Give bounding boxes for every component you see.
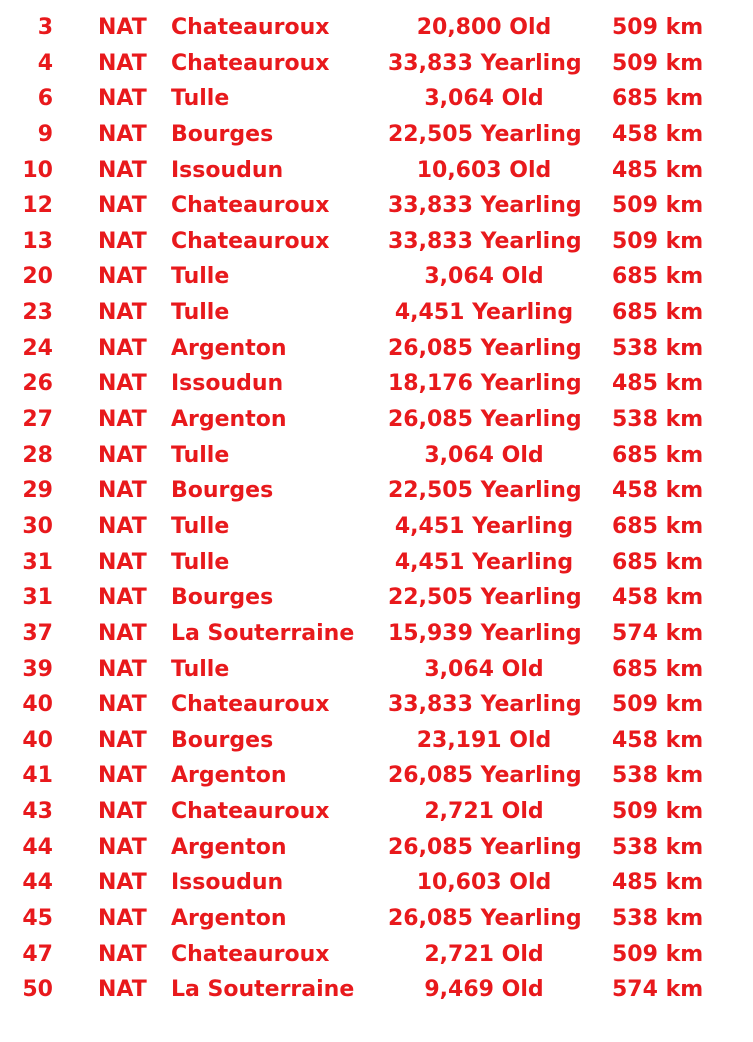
birds-cell xyxy=(388,366,580,402)
position-cell: 12 xyxy=(22,193,53,219)
race-point-cell: Argenton xyxy=(171,407,287,433)
distance-cell: 458 km xyxy=(612,121,704,147)
category-label: Yearling xyxy=(472,513,574,539)
race-point-cell: Issoudun xyxy=(171,157,284,183)
organisation-cell: NAT xyxy=(98,727,147,753)
race-point-cell: La Souterraine xyxy=(171,977,355,1003)
race-point-cell: Tulle xyxy=(171,656,230,682)
race-point-cell: Issoudun xyxy=(171,870,284,896)
position-cell: 30 xyxy=(22,513,53,539)
position-cell: 29 xyxy=(22,478,53,504)
race-point-cell: Tulle xyxy=(171,549,230,575)
category-label: Old xyxy=(509,870,552,896)
position-cell: 41 xyxy=(22,763,53,789)
distance-cell: 509 km xyxy=(612,799,704,825)
position-cell: 20 xyxy=(22,264,53,290)
distance-cell: 485 km xyxy=(612,870,704,896)
table-row xyxy=(0,830,753,866)
organisation-cell: NAT xyxy=(98,121,147,147)
category-label: Yearling xyxy=(480,834,582,860)
birds-count: 3,064 xyxy=(424,264,494,290)
position-cell: 40 xyxy=(22,727,53,753)
table-row xyxy=(0,46,753,82)
organisation-cell: NAT xyxy=(98,478,147,504)
distance-cell: 685 km xyxy=(612,656,704,682)
race-point-cell: Argenton xyxy=(171,335,287,361)
position-cell: 10 xyxy=(22,157,53,183)
race-point-cell: Chateauroux xyxy=(171,941,330,967)
birds-count: 4,451 xyxy=(394,549,465,575)
table-row xyxy=(0,901,753,937)
distance-cell: 458 km xyxy=(612,478,704,504)
table-row xyxy=(0,153,753,189)
table-row xyxy=(0,794,753,830)
birds-count: 26,085 xyxy=(388,906,473,932)
category-label: Yearling xyxy=(480,906,582,932)
organisation-cell: NAT xyxy=(98,513,147,539)
birds-count: 33,833 xyxy=(388,228,473,254)
birds-cell xyxy=(388,331,580,367)
distance-cell: 509 km xyxy=(612,228,704,254)
race-point-cell: Bourges xyxy=(171,585,274,611)
birds-count: 26,085 xyxy=(388,834,473,860)
category-label: Old xyxy=(509,15,552,40)
organisation-cell: NAT xyxy=(98,371,147,397)
organisation-cell: NAT xyxy=(98,906,147,932)
race-point-cell: Chateauroux xyxy=(171,799,330,825)
birds-count: 4,451 xyxy=(394,300,465,326)
distance-cell: 685 km xyxy=(612,513,704,539)
race-point-cell: Chateauroux xyxy=(171,228,330,254)
table-row xyxy=(0,117,753,153)
distance-cell: 538 km xyxy=(612,906,704,932)
position-cell: 37 xyxy=(22,620,53,646)
birds-cell xyxy=(388,188,580,224)
organisation-cell: NAT xyxy=(98,442,147,468)
position-cell: 3 xyxy=(37,15,53,40)
birds-cell xyxy=(388,438,580,474)
distance-cell: 509 km xyxy=(612,941,704,967)
table-row xyxy=(0,259,753,295)
category-label: Yearling xyxy=(472,549,574,575)
position-cell: 43 xyxy=(22,799,53,825)
category-label: Old xyxy=(501,977,544,1003)
table-row xyxy=(0,580,753,616)
birds-count: 15,939 xyxy=(388,620,473,646)
table-row xyxy=(0,937,753,973)
birds-cell xyxy=(388,81,580,117)
organisation-cell: NAT xyxy=(98,335,147,361)
category-label: Yearling xyxy=(480,50,582,76)
organisation-cell: NAT xyxy=(98,799,147,825)
organisation-cell: NAT xyxy=(98,407,147,433)
position-cell: 31 xyxy=(22,585,53,611)
results-table xyxy=(0,10,753,1008)
organisation-cell: NAT xyxy=(98,870,147,896)
birds-cell xyxy=(388,295,580,331)
distance-cell: 685 km xyxy=(612,86,704,112)
birds-cell xyxy=(388,758,580,794)
position-cell: 47 xyxy=(22,941,53,967)
table-row xyxy=(0,438,753,474)
race-point-cell: La Souterraine xyxy=(171,620,355,646)
category-label: Yearling xyxy=(480,228,582,254)
race-point-cell: Tulle xyxy=(171,264,230,290)
category-label: Yearling xyxy=(472,300,574,326)
birds-count: 10,603 xyxy=(416,870,502,896)
distance-cell: 458 km xyxy=(612,727,704,753)
category-label: Old xyxy=(501,656,544,682)
organisation-cell: NAT xyxy=(98,264,147,290)
organisation-cell: NAT xyxy=(98,86,147,112)
birds-count: 18,176 xyxy=(388,371,473,397)
race-point-cell: Issoudun xyxy=(171,371,284,397)
distance-cell: 509 km xyxy=(612,193,704,219)
category-label: Old xyxy=(501,442,544,468)
position-cell: 40 xyxy=(22,692,53,718)
race-point-cell: Argenton xyxy=(171,834,287,860)
birds-count: 4,451 xyxy=(394,513,465,539)
table-row xyxy=(0,616,753,652)
distance-cell: 685 km xyxy=(612,549,704,575)
category-label: Old xyxy=(501,86,544,112)
birds-cell xyxy=(388,830,580,866)
table-row xyxy=(0,331,753,367)
category-label: Yearling xyxy=(480,585,582,611)
birds-cell xyxy=(388,794,580,830)
position-cell: 50 xyxy=(22,977,53,1003)
race-point-cell: Chateauroux xyxy=(171,193,330,219)
birds-cell xyxy=(388,153,580,189)
table-row xyxy=(0,509,753,545)
birds-count: 3,064 xyxy=(424,86,494,112)
organisation-cell: NAT xyxy=(98,157,147,183)
birds-count: 33,833 xyxy=(388,193,473,219)
organisation-cell: NAT xyxy=(98,549,147,575)
organisation-cell: NAT xyxy=(98,193,147,219)
position-cell: 4 xyxy=(37,50,53,76)
distance-cell: 685 km xyxy=(612,442,704,468)
distance-cell: 538 km xyxy=(612,335,704,361)
race-point-cell: Tulle xyxy=(171,86,230,112)
birds-cell xyxy=(388,509,580,545)
birds-cell xyxy=(388,10,580,46)
birds-count: 2,721 xyxy=(424,941,494,967)
organisation-cell: NAT xyxy=(98,228,147,254)
position-cell: 31 xyxy=(22,549,53,575)
organisation-cell: NAT xyxy=(98,50,147,76)
distance-cell: 574 km xyxy=(612,977,704,1003)
organisation-cell: NAT xyxy=(98,834,147,860)
category-label: Yearling xyxy=(480,620,582,646)
organisation-cell: NAT xyxy=(98,15,147,40)
table-row xyxy=(0,366,753,402)
position-cell: 9 xyxy=(37,121,53,147)
distance-cell: 485 km xyxy=(612,157,704,183)
position-cell: 27 xyxy=(22,407,53,433)
organisation-cell: NAT xyxy=(98,941,147,967)
birds-cell xyxy=(388,545,580,581)
position-cell: 39 xyxy=(22,656,53,682)
birds-cell xyxy=(388,723,580,759)
position-cell: 45 xyxy=(22,906,53,932)
birds-count: 26,085 xyxy=(388,407,473,433)
organisation-cell: NAT xyxy=(98,977,147,1003)
table-row xyxy=(0,652,753,688)
organisation-cell: NAT xyxy=(98,692,147,718)
race-point-cell: Argenton xyxy=(171,763,287,789)
birds-count: 9,469 xyxy=(424,977,494,1003)
table-row xyxy=(0,402,753,438)
organisation-cell: NAT xyxy=(98,585,147,611)
position-cell: 13 xyxy=(22,228,53,254)
organisation-cell: NAT xyxy=(98,300,147,326)
birds-cell xyxy=(388,972,580,1008)
category-label: Old xyxy=(501,799,544,825)
race-point-cell: Bourges xyxy=(171,727,274,753)
distance-cell: 574 km xyxy=(612,620,704,646)
table-row xyxy=(0,758,753,794)
distance-cell: 485 km xyxy=(612,371,704,397)
race-point-cell: Tulle xyxy=(171,442,230,468)
category-label: Old xyxy=(509,157,552,183)
distance-cell: 509 km xyxy=(612,692,704,718)
birds-count: 3,064 xyxy=(424,656,494,682)
category-label: Yearling xyxy=(480,763,582,789)
race-point-cell: Chateauroux xyxy=(171,15,330,40)
category-label: Yearling xyxy=(480,335,582,361)
table-row xyxy=(0,10,753,46)
category-label: Old xyxy=(501,264,544,290)
organisation-cell: NAT xyxy=(98,763,147,789)
birds-cell xyxy=(388,937,580,973)
table-row xyxy=(0,224,753,260)
birds-cell xyxy=(388,259,580,295)
birds-cell xyxy=(388,224,580,260)
birds-count: 26,085 xyxy=(388,335,473,361)
table-row xyxy=(0,545,753,581)
position-cell: 24 xyxy=(22,335,53,361)
birds-cell xyxy=(388,687,580,723)
birds-cell xyxy=(388,580,580,616)
birds-count: 33,833 xyxy=(388,692,473,718)
birds-cell xyxy=(388,865,580,901)
birds-count: 2,721 xyxy=(424,799,494,825)
birds-count: 20,800 xyxy=(416,15,502,40)
table-row xyxy=(0,81,753,117)
position-cell: 44 xyxy=(22,834,53,860)
category-label: Old xyxy=(509,727,552,753)
organisation-cell: NAT xyxy=(98,656,147,682)
table-row xyxy=(0,972,753,1008)
category-label: Yearling xyxy=(480,121,582,147)
birds-count: 26,085 xyxy=(388,763,473,789)
organisation-cell: NAT xyxy=(98,620,147,646)
birds-cell xyxy=(388,473,580,509)
birds-count: 22,505 xyxy=(388,121,473,147)
distance-cell: 509 km xyxy=(612,15,704,40)
distance-cell: 685 km xyxy=(612,300,704,326)
position-cell: 44 xyxy=(22,870,53,896)
distance-cell: 458 km xyxy=(612,585,704,611)
distance-cell: 538 km xyxy=(612,407,704,433)
distance-cell: 538 km xyxy=(612,763,704,789)
race-point-cell: Chateauroux xyxy=(171,50,330,76)
distance-cell: 509 km xyxy=(612,50,704,76)
birds-count: 22,505 xyxy=(388,478,473,504)
birds-cell xyxy=(388,402,580,438)
race-point-cell: Argenton xyxy=(171,906,287,932)
distance-cell: 538 km xyxy=(612,834,704,860)
position-cell: 26 xyxy=(22,371,53,397)
table-row xyxy=(0,295,753,331)
race-point-cell: Bourges xyxy=(171,478,274,504)
birds-cell xyxy=(388,46,580,82)
distance-cell: 685 km xyxy=(612,264,704,290)
table-row xyxy=(0,865,753,901)
category-label: Yearling xyxy=(480,478,582,504)
category-label: Yearling xyxy=(480,692,582,718)
birds-count: 22,505 xyxy=(388,585,473,611)
birds-count: 23,191 xyxy=(416,727,502,753)
table-row xyxy=(0,473,753,509)
race-point-cell: Chateauroux xyxy=(171,692,330,718)
birds-count: 3,064 xyxy=(424,442,494,468)
category-label: Yearling xyxy=(480,407,582,433)
birds-count: 10,603 xyxy=(416,157,502,183)
position-cell: 6 xyxy=(37,86,53,112)
category-label: Yearling xyxy=(480,193,582,219)
table-row xyxy=(0,687,753,723)
birds-count: 33,833 xyxy=(388,50,473,76)
birds-cell xyxy=(388,616,580,652)
race-point-cell: Tulle xyxy=(171,300,230,326)
table-row xyxy=(0,188,753,224)
category-label: Old xyxy=(501,941,544,967)
position-cell: 23 xyxy=(22,300,53,326)
position-cell: 28 xyxy=(22,442,53,468)
table-row xyxy=(0,723,753,759)
birds-cell xyxy=(388,117,580,153)
race-point-cell: Tulle xyxy=(171,513,230,539)
birds-cell xyxy=(388,901,580,937)
category-label: Yearling xyxy=(480,371,582,397)
birds-cell xyxy=(388,652,580,688)
race-point-cell: Bourges xyxy=(171,121,274,147)
